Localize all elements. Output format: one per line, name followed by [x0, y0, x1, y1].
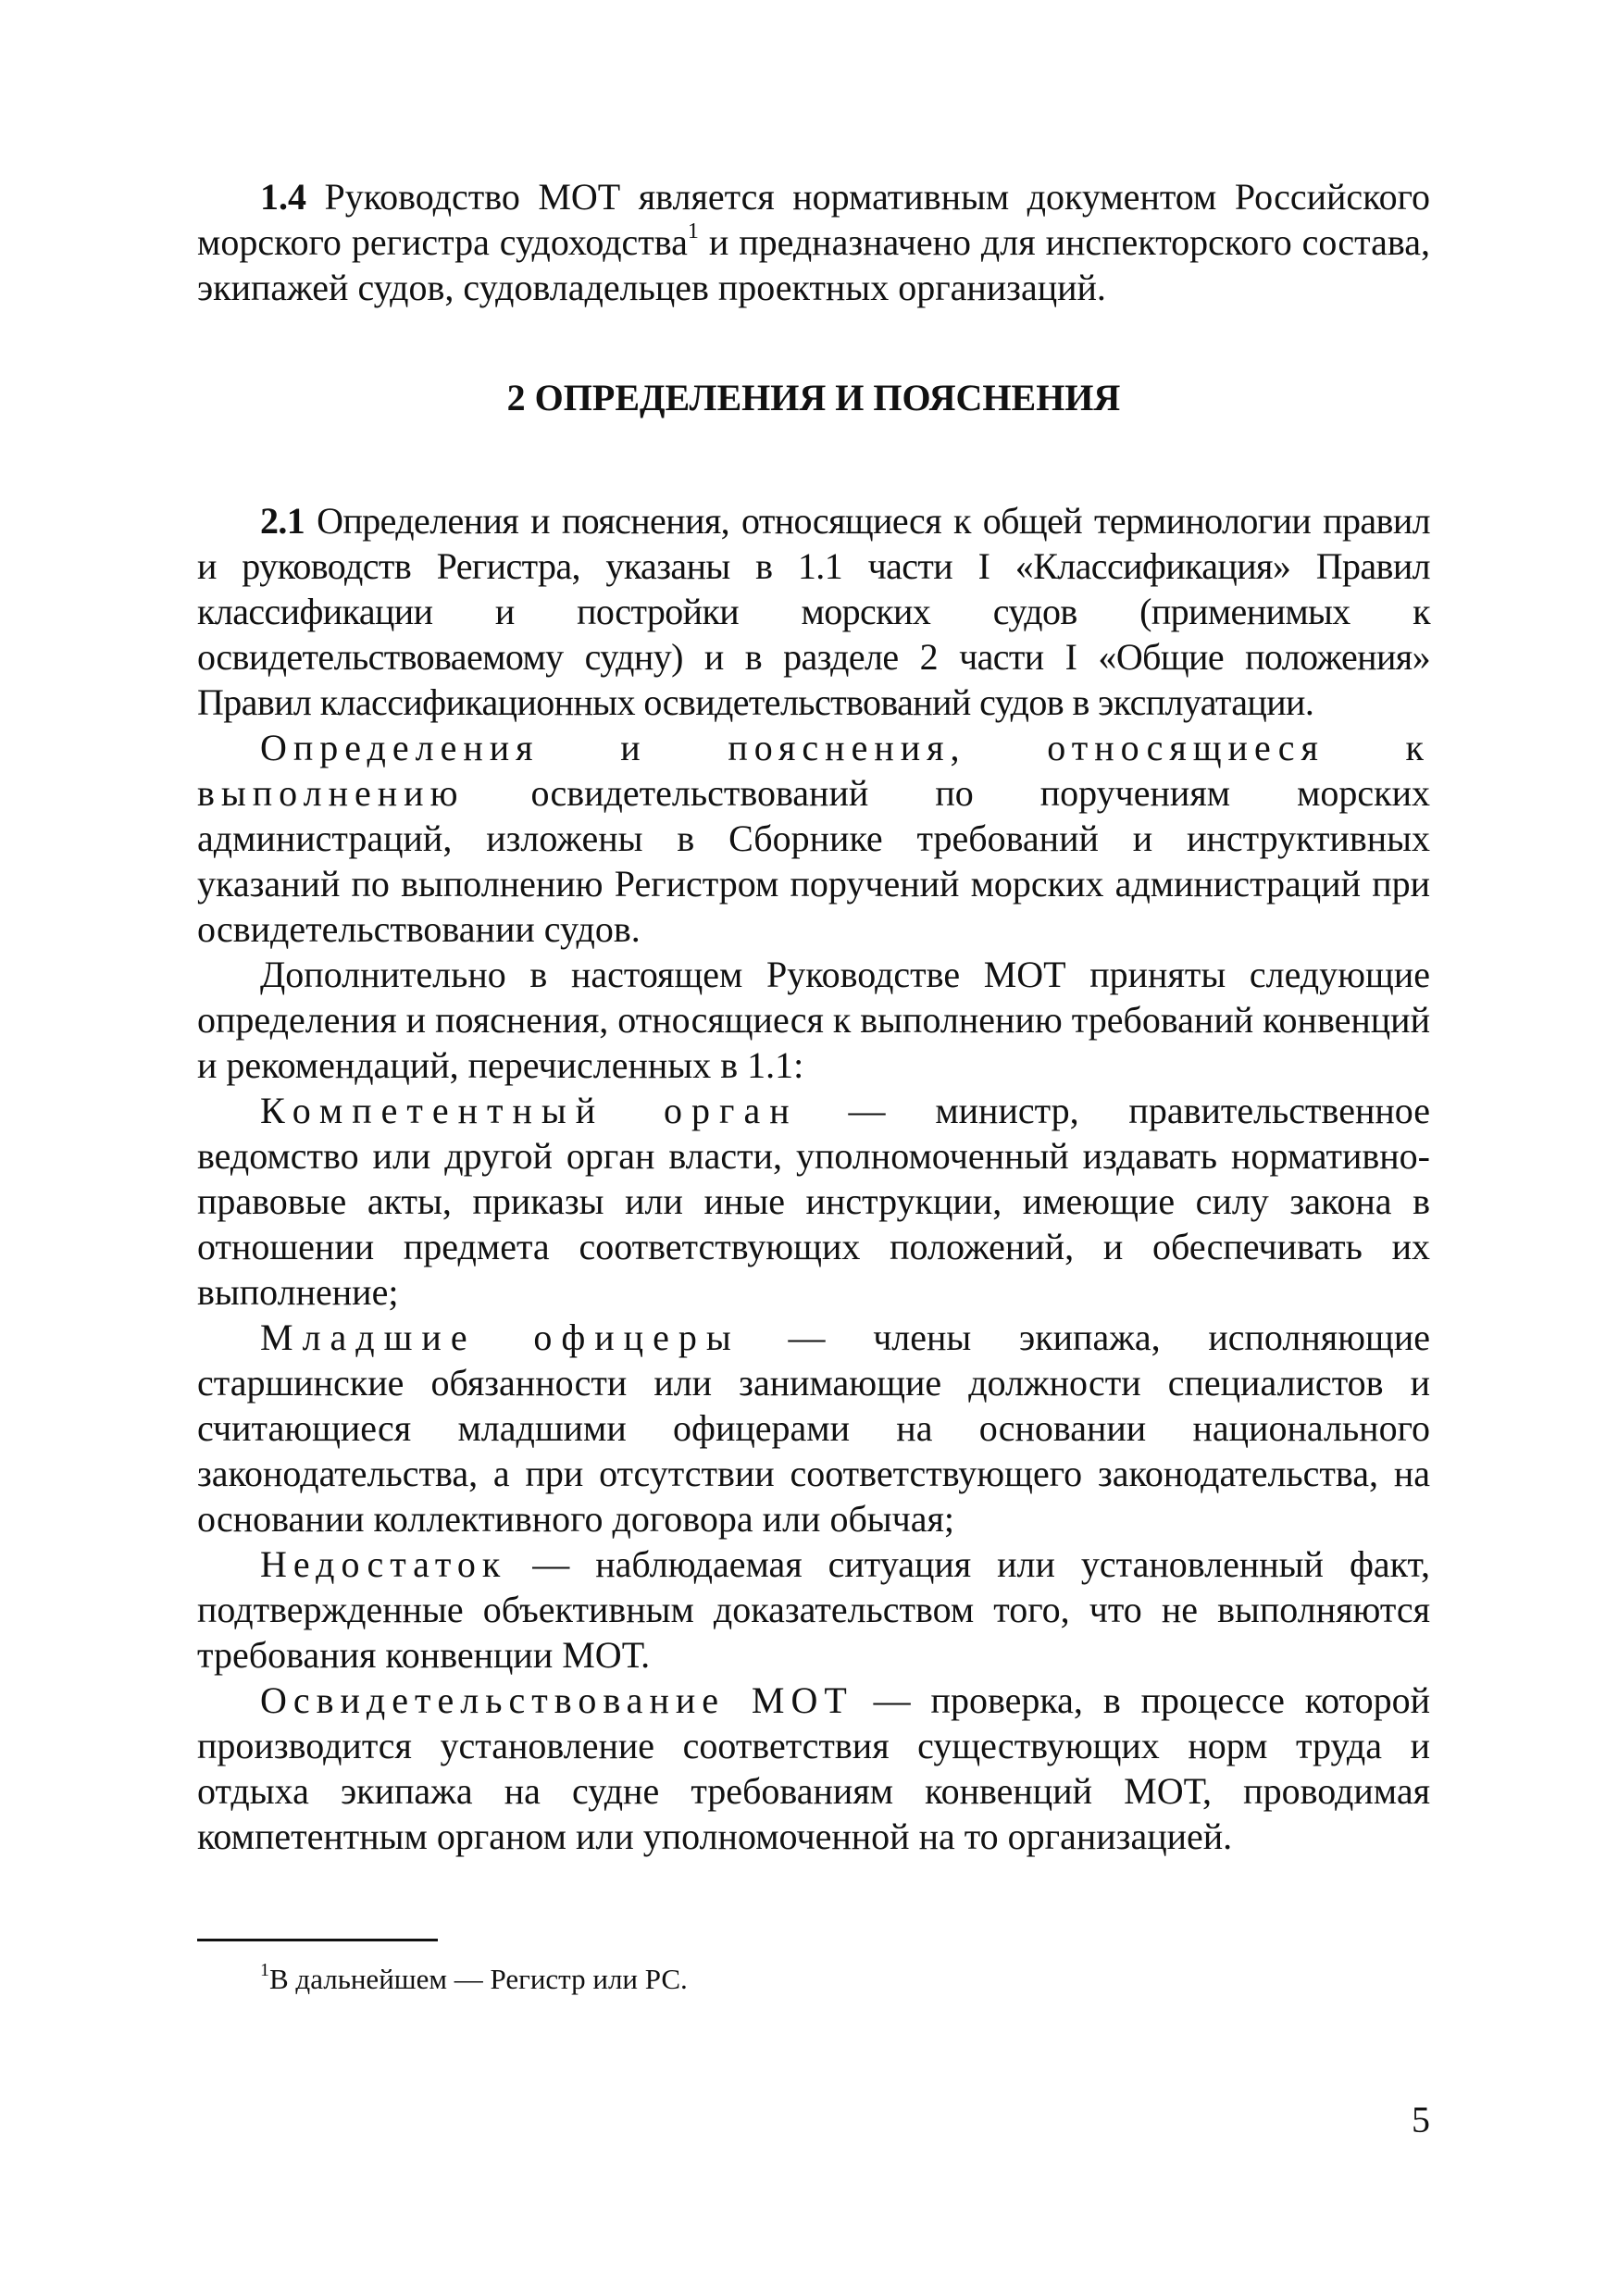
definition-text: — проверка, в процессе которой производится установление соответствия существующих норм труда и отдыха экипажа на судне требованиям конвенций МОТ, проводимая компетентным органом или уполномоченной на то организацией.: [197, 1679, 1431, 1857]
section-body: [197, 498, 1430, 1859]
definition-text: — министр, правительственное ведомство или другой орган власти, уполномоченный издавать нормативно-правовые акты, приказы или иные инструкции, имеющие силу закона в отношении предмета соответствующих положений, и обеспечивать их выполнение;: [197, 1090, 1430, 1313]
paragraph-2-1: [197, 498, 1430, 725]
section-heading: 2 ОПРЕДЕЛЕНИЯ И ПОЯСНЕНИЯ: [506, 377, 1121, 418]
paragraph-number: 1.4: [260, 176, 306, 218]
definition-deficiency: [197, 1541, 1430, 1678]
paragraph-number: 2.1: [260, 500, 305, 542]
definition-term: Компетентный орган: [260, 1090, 799, 1131]
definition-junior-officers: [197, 1315, 1430, 1541]
paragraph-lead: Определения и пояснения, относящиеся к выполнению: [197, 727, 1430, 814]
footnote-text: В дальнейшем — Регистр или РС.: [269, 1963, 688, 1995]
definition-mlc-survey: [197, 1678, 1430, 1859]
footnote-reference: 1: [687, 218, 699, 243]
page-number: 5: [1412, 2099, 1430, 2140]
paragraph-text: Определения и пояснения, относящиеся к общей терминологии правил и руководств Регистра, указаны в 1.1 части I «Классификация» Правил классификации и постройки морских судов (применимых к освидетельствоваемому судну) и в разделе 2 части I «Общие положения» Правил классификационных освидетельствований судов в эксплуатации.: [197, 500, 1430, 723]
definition-term: Младшие офицеры: [260, 1316, 741, 1358]
definition-text: — члены экипажа, исполняющие старшинские обязанности или занимающие должности специалистов и считающиеся младшими офицерами на основании национального законодательства, а при отсутствии соответствующего законодательства, на основании коллективного договора или обычая;: [197, 1316, 1430, 1540]
footnote-mark: 1: [260, 1959, 269, 1980]
definition-competent-authority: [197, 1088, 1430, 1315]
paragraph-text: и предназначено для инспекторского состава, экипажей судов, судовладельцев проектных организаций.: [197, 221, 1431, 308]
paragraph-1-4: [197, 174, 1430, 310]
paragraph-text: Дополнительно в настоящем Руководстве МОТ приняты следующие определения и пояснения, относящиеся к выполнению требований конвенций и рекомендаций, перечисленных в 1.1:: [197, 954, 1430, 1086]
footnote: [260, 1961, 688, 1998]
definition-term: Освидетельствование МОТ: [260, 1679, 853, 1721]
definition-term: Недостаток: [260, 1543, 507, 1585]
paragraph-text: Руководство МОТ является нормативным документом Российского морского регистра судоходства: [197, 176, 1430, 263]
footnote-divider: [197, 1939, 438, 1941]
paragraph-text: освидетельствований по поручениям морских администраций, изложены в Сборнике требований и инструктивных указаний по выполнению Регистром поручений морских администраций при освидетельствовании судов.: [197, 772, 1430, 950]
paragraph-additional: [197, 952, 1430, 1088]
paragraph-administrations: [197, 725, 1430, 952]
definition-text: — наблюдаемая ситуация или установленный факт, подтвержденные объективным доказательством того, что не выполняются требования конвенции МОТ.: [197, 1543, 1430, 1676]
